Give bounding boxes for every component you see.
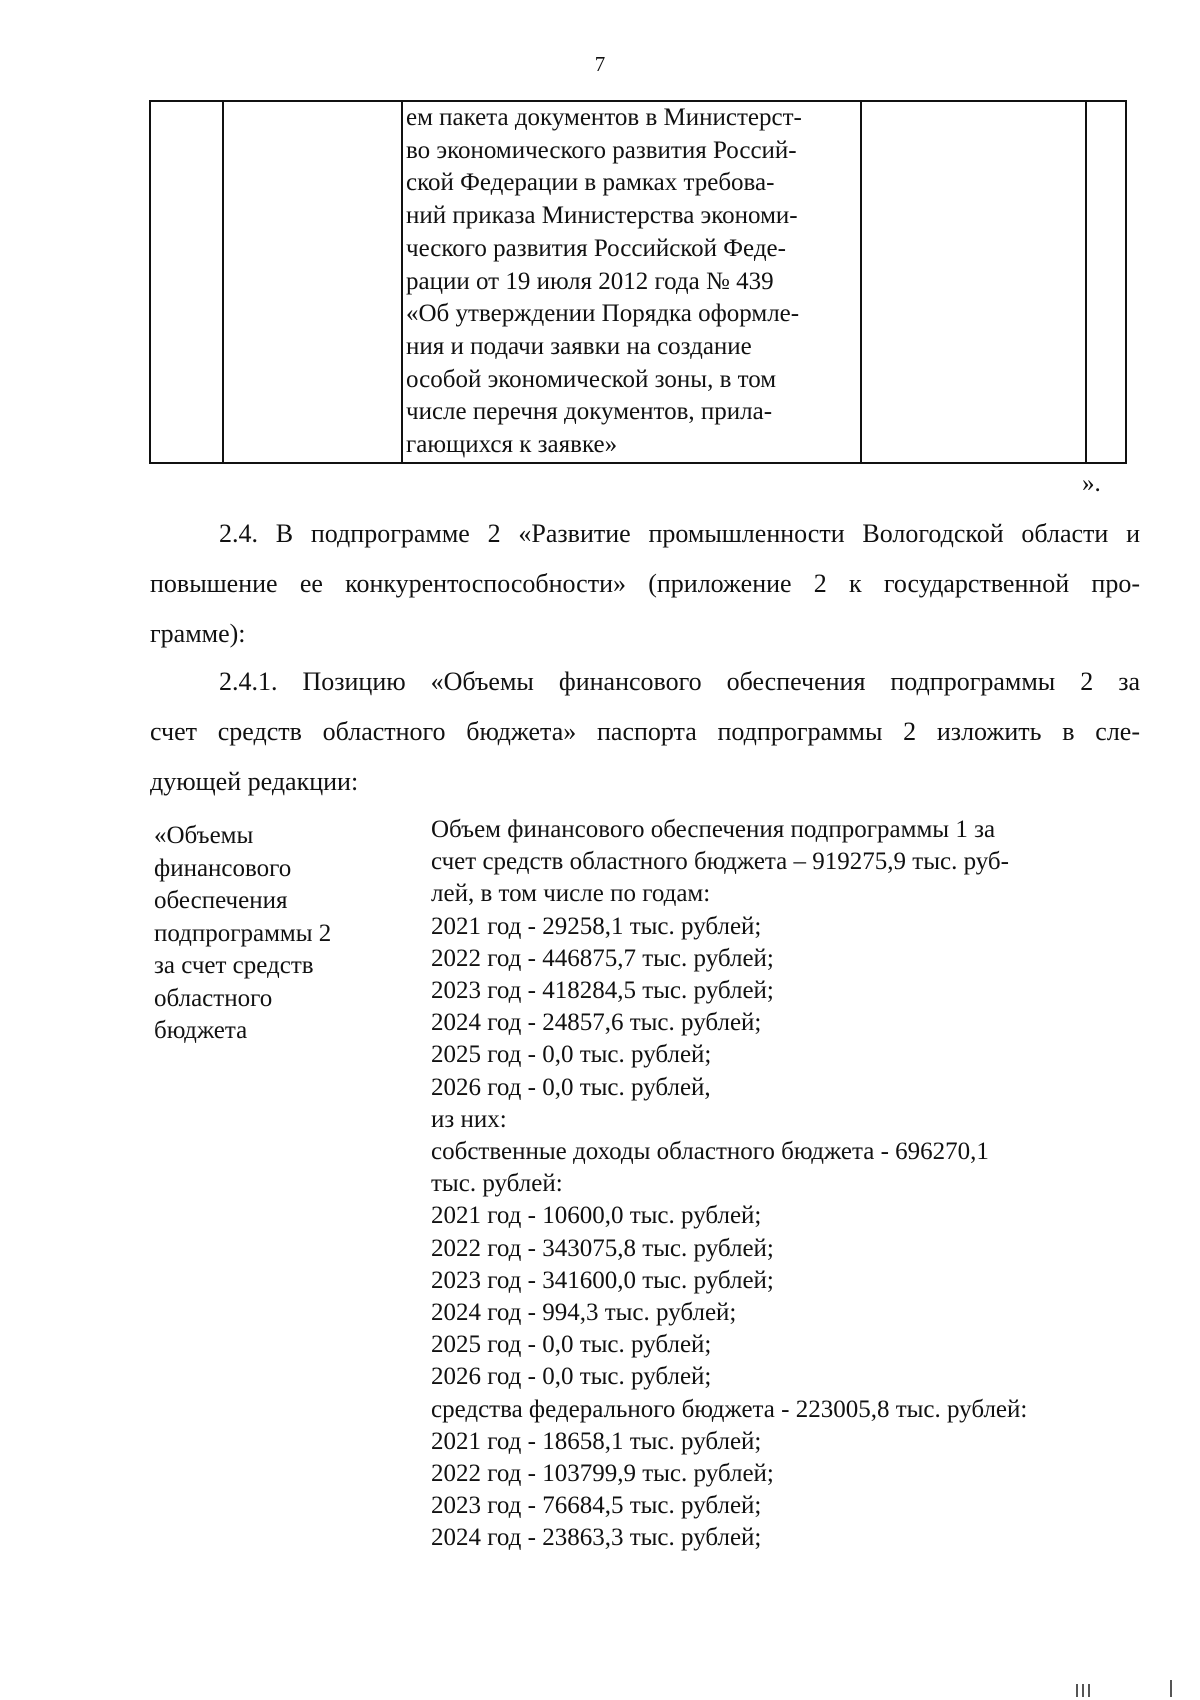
paragraph-2-4-1: [150, 657, 1140, 807]
passport-value-line: счет средств областного бюджета – 919275,9 тыс. руб-: [431, 848, 1009, 876]
passport-label-line: подпрограммы 2: [154, 919, 332, 947]
scan-artifact-line: [1170, 1680, 1172, 1697]
passport-value-line: 2023 год - 418284,5 тыс. рублей;: [431, 977, 774, 1005]
paragraph-line: грамме):: [150, 619, 246, 648]
passport-value-line: тыс. рублей:: [431, 1170, 563, 1198]
passport-label-line: за счет средств: [154, 952, 314, 979]
table-cell-line: ской Федерации в рамках требова-: [406, 169, 775, 197]
continued-table: [149, 100, 1127, 464]
scan-artifact-icon: [1075, 1684, 1097, 1697]
passport-values: [431, 814, 1027, 1555]
table-cell-line: ем пакета документов в Министерст-: [406, 104, 802, 131]
table-cell-line: во экономического развития Россий-: [406, 136, 797, 164]
passport-label-line: бюджета: [154, 1017, 248, 1044]
passport-value-line: 2024 год - 23863,3 тыс. рублей;: [431, 1524, 762, 1552]
passport-value-line: 2022 год - 343075,8 тыс. рублей;: [431, 1234, 774, 1262]
paragraph-line: 2.4. В подпрограмме 2 «Развитие промышленности Вологодской области и: [219, 519, 1140, 548]
table-cell-empty: [223, 101, 402, 463]
passport-label-line: областного: [154, 984, 273, 1012]
passport-value-line: 2022 год - 103799,9 тыс. рублей;: [431, 1460, 774, 1488]
passport-label-line: «Объемы: [154, 822, 254, 849]
passport-value-line: 2022 год - 446875,7 тыс. рублей;: [431, 944, 774, 972]
passport-value-line: 2023 год - 341600,0 тыс. рублей;: [431, 1266, 774, 1294]
passport-value-line: Объем финансового обеспечения подпрограммы 1 за: [431, 816, 996, 843]
table-cell-empty: [150, 101, 223, 463]
passport-value-line: 2021 год - 18658,1 тыс. рублей;: [431, 1427, 762, 1455]
scan-artifact-marks: [1075, 1684, 1097, 1700]
paragraph-line: повышение ее конкурентоспособности» (приложение 2 к государственной про-: [150, 569, 1140, 598]
passport-value-line: 2025 год - 0,0 тыс. рублей;: [431, 1041, 712, 1069]
paragraph-line: счет средств областного бюджета» паспорта подпрограммы 2 изложить в сле-: [150, 717, 1140, 746]
passport-value-line: 2026 год - 0,0 тыс. рублей;: [431, 1363, 712, 1391]
table-row: [150, 101, 1126, 463]
passport-value-line: 2023 год - 76684,5 тыс. рублей;: [431, 1492, 762, 1520]
passport-value-line: 2026 год - 0,0 тыс. рублей,: [431, 1073, 711, 1101]
table-cell-text: [402, 101, 861, 463]
passport-label-line: обеспечения: [154, 887, 288, 914]
table-cell-line: гающихся к заявке»: [406, 431, 618, 459]
table-cell-line: ний приказа Министерства экономи-: [406, 202, 798, 230]
passport-value-line: 2021 год - 10600,0 тыс. рублей;: [431, 1202, 762, 1230]
passport-value-line: 2025 год - 0,0 тыс. рублей;: [431, 1331, 712, 1359]
passport-value-line: 2024 год - 24857,6 тыс. рублей;: [431, 1009, 762, 1037]
passport-label: [154, 820, 331, 1048]
table-cell-line: числе перечня документов, прила-: [406, 398, 773, 426]
passport-value-line: средства федерального бюджета - 223005,8 тыс. рублей:: [431, 1395, 1028, 1423]
table-cell-line: рации от 19 июля 2012 года № 439: [406, 267, 774, 295]
table-cell-line: «Об утверждении Порядка оформле-: [406, 300, 800, 328]
table-cell-empty: [861, 101, 1086, 463]
paragraph-line: дующей редакции:: [150, 767, 359, 796]
closing-quote: ».: [1082, 470, 1101, 497]
passport-value-line: 2021 год - 29258,1 тыс. рублей;: [431, 912, 762, 940]
table-cell-line: ния и подачи заявки на создание: [406, 332, 752, 360]
passport-value-line: из них:: [431, 1105, 507, 1133]
table-cell-line: ческого развития Российской Феде-: [406, 234, 786, 262]
passport-value-line: собственные доходы областного бюджета - 696270,1: [431, 1138, 989, 1166]
table-cell-empty: [1086, 101, 1126, 463]
passport-label-line: финансового: [154, 854, 292, 882]
table-cell-line: особой экономической зоны, в том: [406, 365, 777, 393]
paragraph-2-4: [150, 509, 1140, 659]
table-cell-lines: [403, 102, 860, 462]
passport-value-line: лей, в том числе по годам:: [431, 880, 711, 908]
passport-value-line: 2024 год - 994,3 тыс. рублей;: [431, 1299, 737, 1327]
page-number: 7: [594, 52, 606, 76]
paragraph-line: 2.4.1. Позицию «Объемы финансового обеспечения подпрограммы 2 за: [219, 667, 1140, 696]
